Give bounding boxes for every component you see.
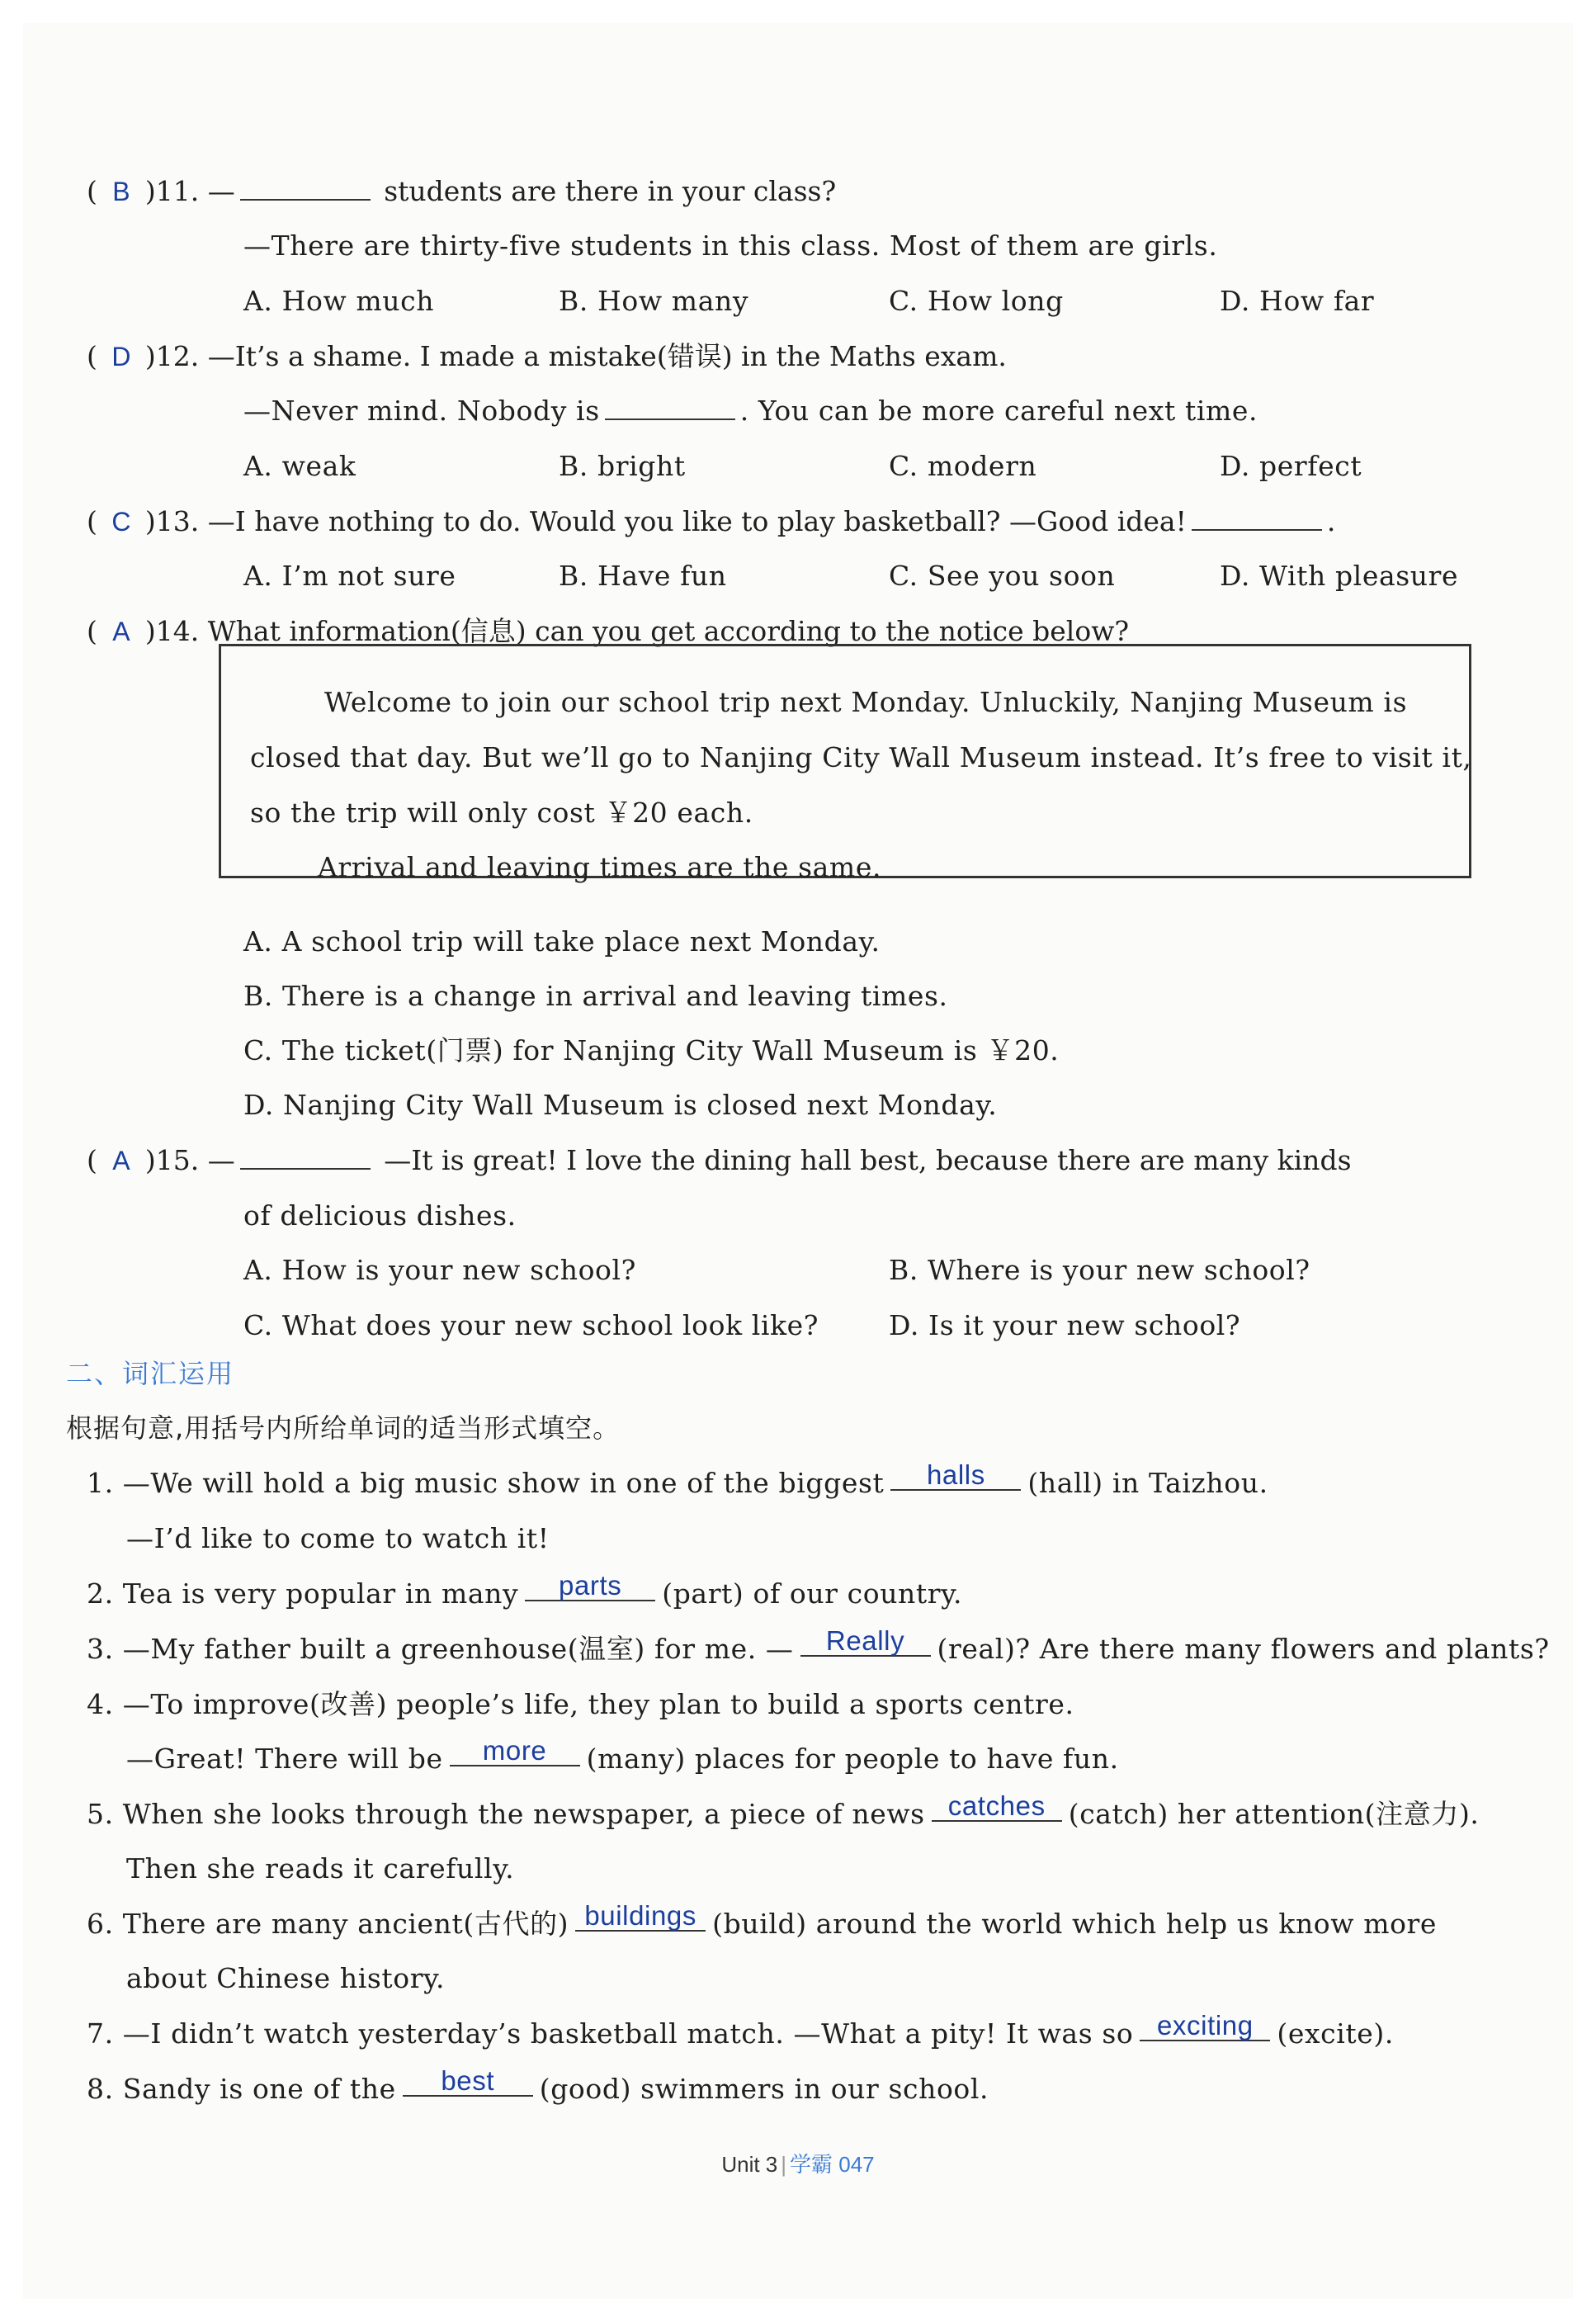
answer-letter: B: [112, 177, 130, 206]
question-stem: —I have nothing to do. Would you like to play basketball? —Good idea!: [207, 505, 1187, 537]
answer-fill: Really: [800, 1627, 931, 1657]
answer-letter: A: [112, 617, 130, 646]
option-d: D. With pleasure: [1220, 560, 1459, 592]
question-13: ( C )13. —I have nothing to do. Would you like to play basketball? —Good idea! .: [87, 504, 1335, 540]
item-number: 6.: [87, 1908, 114, 1940]
option-c: C. See you soon: [889, 560, 1116, 592]
question-15: ( A )15. — —It is great! I love the dining hall best, because there are many kinds: [87, 1142, 1352, 1179]
option-c: C. How long: [889, 285, 1064, 317]
question-number: 14.: [155, 615, 200, 647]
option-d: D. How far: [1220, 285, 1375, 317]
vocab-item-7: 7. —I didn’t watch yesterday’s basketball match. —What a pity! It was so exciting (excite).: [87, 2010, 1394, 2050]
option-b: B. There is a change in arrival and leaving times.: [243, 980, 948, 1012]
answer-fill: catches: [932, 1792, 1062, 1822]
item-number: 1.: [87, 1467, 114, 1499]
question-number: 13.: [155, 505, 200, 537]
option-c: C. What does your new school look like?: [243, 1309, 819, 1341]
item-number: 5.: [87, 1798, 114, 1830]
item-number: 2.: [87, 1577, 114, 1610]
option-b: B. bright: [559, 450, 686, 482]
question-12: ( D )12. —It’s a shame. I made a mistake(错误) in the Maths exam.: [87, 338, 1007, 375]
question-11-answer: ( B )11. — students are there in your class?: [87, 173, 836, 210]
option-c: C. The ticket(门票) for Nanjing City Wall Museum is ￥20.: [243, 1034, 1060, 1066]
vocab-item-5: 5. When she looks through the newspaper, a piece of news catches (catch) her attention(注意力).: [87, 1790, 1480, 1830]
unit-label: Unit 3: [721, 2152, 778, 2177]
option-d: D. Nanjing City Wall Museum is closed next Monday.: [243, 1089, 998, 1121]
brand-label: 学霸: [790, 2153, 833, 2178]
question-14: ( A )14. What information(信息) can you get according to the notice below?: [87, 613, 1129, 650]
answer-fill: best: [403, 2067, 533, 2097]
item-number: 7.: [87, 2017, 114, 2050]
option-d: D. perfect: [1220, 450, 1362, 482]
option-a: A. weak: [243, 450, 357, 482]
question-stem: —It’s a shame. I made a mistake(错误) in the Maths exam.: [207, 340, 1007, 372]
notice-line: Welcome to join our school trip next Monday. Unluckily, Nanjing Museum is: [324, 686, 1408, 718]
answer-letter: D: [111, 342, 131, 371]
question-11-reply: —There are thirty-five students in this class. Most of them are girls.: [243, 229, 1218, 262]
question-12-reply: —Never mind. Nobody is . You can be more careful next time.: [243, 395, 1258, 427]
answer-blank: [240, 1143, 371, 1170]
item-number: 8.: [87, 2073, 114, 2105]
option-c: C. modern: [889, 450, 1037, 482]
page-number: 047: [838, 2152, 875, 2177]
question-stem: —It is great! I love the dining hall best, because there are many kinds: [375, 1144, 1352, 1176]
question-number: 15.: [155, 1144, 200, 1176]
option-b: B. How many: [559, 285, 749, 317]
answer-blank: [605, 394, 735, 420]
section-title: 二、词汇运用: [66, 1358, 235, 1389]
answer-fill: parts: [525, 1572, 655, 1601]
question-number: 11.: [155, 175, 200, 207]
section-instruction: 根据句意,用括号内所给单词的适当形式填空。: [66, 1412, 621, 1444]
vocab-item-4-cont: —Great! There will be more (many) places for people to have fun.: [126, 1735, 1119, 1775]
item-number: 4.: [87, 1688, 114, 1720]
vocab-item-4: 4. —To improve(改善) people’s life, they plan to build a sports centre.: [87, 1688, 1074, 1720]
answer-blank: [240, 174, 371, 201]
question-number: 12.: [155, 340, 200, 372]
item-number: 3.: [87, 1633, 114, 1665]
answer-fill: halls: [890, 1461, 1021, 1491]
vocab-item-8: 8. Sandy is one of the best (good) swimmers in our school.: [87, 2065, 989, 2105]
vocab-item-3: 3. —My father built a greenhouse(温室) for me. — Really (real)? Are there many flowers and plants?: [87, 1625, 1550, 1665]
option-b: B. Where is your new school?: [889, 1254, 1310, 1286]
option-d: D. Is it your new school?: [889, 1309, 1241, 1341]
notice-line: Arrival and leaving times are the same.: [318, 851, 882, 883]
answer-fill: exciting: [1140, 2012, 1270, 2041]
vocab-item-5-cont: Then she reads it carefully.: [126, 1852, 515, 1885]
notice-line: so the trip will only cost ￥20 each.: [250, 797, 753, 829]
vocab-item-2: 2. Tea is very popular in many parts (part) of our country.: [87, 1570, 963, 1610]
question-stem: students are there in your class?: [375, 175, 837, 207]
vocab-item-6: 6. There are many ancient(古代的) buildings (build) around the world which help us know more: [87, 1900, 1438, 1940]
option-a: A. How is your new school?: [243, 1254, 636, 1286]
vocab-item-1: 1. —We will hold a big music show in one of the biggest halls (hall) in Taizhou.: [87, 1459, 1268, 1499]
notice-line: closed that day. But we’ll go to Nanjing City Wall Museum instead. It’s free to visit it,: [250, 741, 1472, 773]
answer-fill: more: [450, 1737, 580, 1766]
option-b: B. Have fun: [559, 560, 727, 592]
answer-fill: buildings: [575, 1902, 706, 1932]
vocab-item-1-cont: —I’d like to come to watch it!: [126, 1522, 550, 1554]
question-15-cont: of delicious dishes.: [243, 1199, 517, 1232]
option-a: A. I’m not sure: [243, 560, 456, 592]
page-footer: Unit 3 | 学霸 047: [721, 2152, 875, 2178]
answer-blank: [1192, 504, 1322, 531]
option-a: A. A school trip will take place next Monday.: [243, 925, 881, 958]
question-stem: What information(信息) can you get according to the notice below?: [207, 615, 1130, 647]
answer-letter: A: [112, 1146, 130, 1175]
answer-letter: C: [111, 507, 131, 537]
vocab-item-6-cont: about Chinese history.: [126, 1962, 446, 1994]
option-a: A. How much: [243, 285, 435, 317]
